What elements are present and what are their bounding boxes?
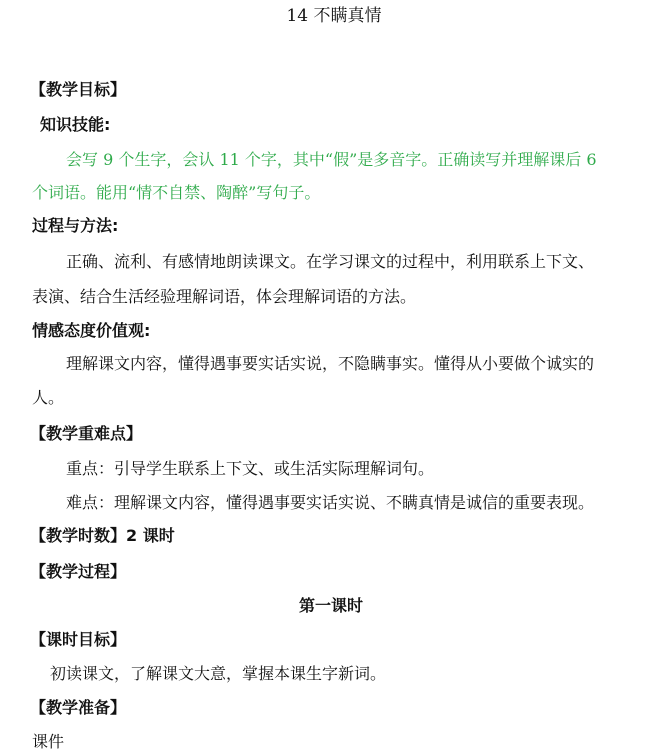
process-text-line1: 正确、流利、有感情地朗读课文。在学习课文的过程中，利用联系上下文、 <box>66 252 595 271</box>
hours-header: 【教学时数】 <box>30 526 127 545</box>
lesson-prep-header: 【教学准备】 <box>30 698 127 717</box>
process-text-line2: 表演、结合生活经验理解词语，体会理解词语的方法。 <box>32 287 417 306</box>
page-title <box>0 4 662 28</box>
emotion-text-line2: 人。 <box>32 388 65 407</box>
hours-value: 2 课时 <box>126 526 175 545</box>
lesson-goal-text: 初读课文，了解课文大意，掌握本课生字新词。 <box>50 664 387 683</box>
first-lesson-title: 第一课时 <box>298 596 363 615</box>
objectives-header: 【教学目标】 <box>30 80 127 99</box>
key-point-difficulty: 难点：理解课文内容，懂得遇事要实话实说、不瞒真情是诚信的重要表现。 <box>66 493 595 512</box>
process-header: 【教学过程】 <box>30 562 127 581</box>
knowledge-text-line1: 会写 9 个生字，会认 11 个字，其中“假”是多音字。正确读写并理解课后 6 <box>66 150 597 169</box>
key-points-header: 【教学重难点】 <box>30 424 143 443</box>
key-point-focus: 重点：引导学生联系上下文、或生活实际理解词句。 <box>66 459 435 478</box>
emotion-text-line1: 理解课文内容，懂得遇事要实话实说，不隐瞒事实。懂得从小要做个诚实的 <box>66 354 595 373</box>
lesson-prep-text: 课件 <box>32 732 65 751</box>
process-label: 过程与方法: <box>32 216 119 235</box>
hours-row <box>30 524 175 548</box>
emotion-label: 情感态度价值观: <box>32 321 151 340</box>
knowledge-label: 知识技能: <box>40 115 111 134</box>
page-title-text: 14 不瞒真情 <box>286 6 382 26</box>
lesson-goal-header: 【课时目标】 <box>30 630 127 649</box>
knowledge-text-line2: 个词语。能用“情不自禁、陶醉”写句子。 <box>32 183 321 202</box>
